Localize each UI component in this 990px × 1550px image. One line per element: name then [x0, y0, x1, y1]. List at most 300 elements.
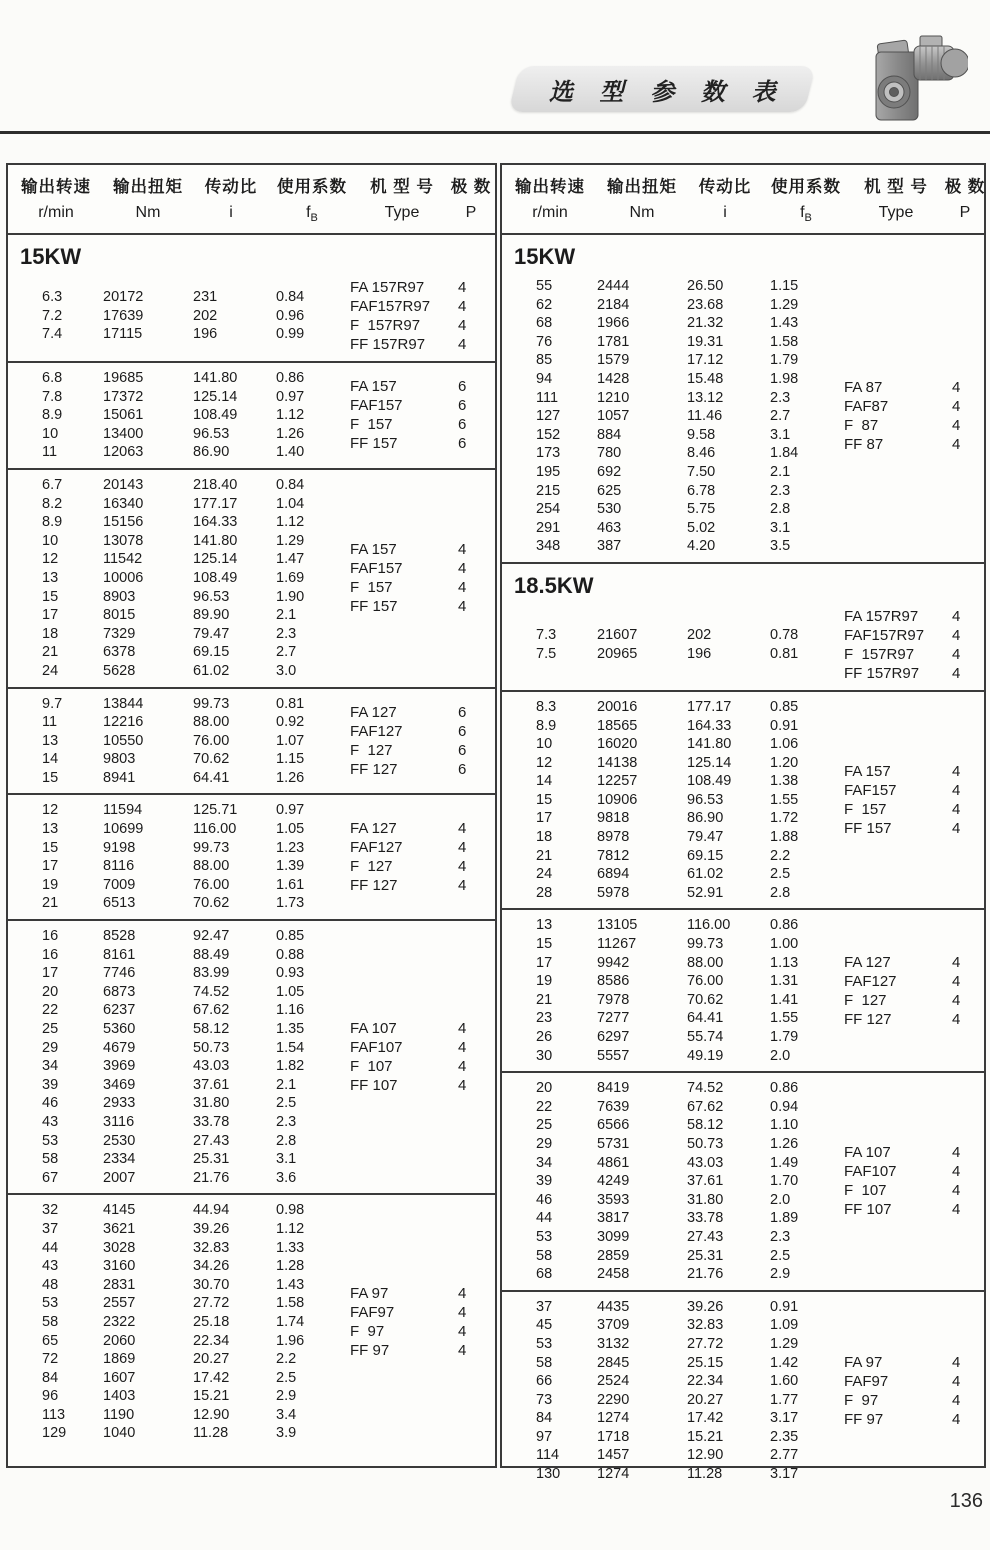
- cell-fb: 2.7: [276, 644, 297, 661]
- header-col: [354, 174, 450, 233]
- table-row: [536, 519, 984, 538]
- type-row: [844, 1181, 972, 1200]
- cell-torque: 1607: [103, 1369, 136, 1386]
- cell-torque: 2524: [597, 1373, 630, 1390]
- table-row: [536, 1098, 984, 1117]
- param-block: [502, 1071, 984, 1290]
- cell-torque: 19685: [103, 370, 144, 386]
- cell-torque: 1274: [597, 1466, 630, 1483]
- param-block: [8, 271, 495, 361]
- cell-fb: 1.31: [770, 973, 799, 990]
- cell-torque: 12257: [597, 773, 638, 790]
- table-row: [536, 884, 984, 903]
- cell-fb: 1.40: [276, 444, 305, 461]
- cell-ratio: 32.83: [687, 1317, 724, 1334]
- cell-type: FA 107: [844, 1144, 891, 1162]
- cell-rpm: 46: [536, 1191, 553, 1208]
- type-row: [844, 972, 972, 991]
- table-row: [536, 1047, 984, 1066]
- cell-torque: 1190: [103, 1406, 135, 1423]
- cell-torque: 8015: [103, 607, 136, 624]
- cell-ratio: 61.02: [687, 866, 724, 883]
- cell-torque: 17639: [103, 307, 144, 324]
- cell-rpm: 23: [536, 1010, 553, 1027]
- cell-fb: 2.1: [770, 463, 791, 480]
- table-row: [536, 1316, 984, 1335]
- cell-type: FAF157: [844, 782, 897, 800]
- cell-poles: 4: [952, 1391, 961, 1409]
- param-block: [8, 687, 495, 794]
- cell-poles: 4: [952, 1201, 961, 1219]
- cell-ratio: 7.50: [687, 463, 716, 480]
- cell-fb: 1.84: [770, 445, 799, 462]
- cell-fb: 1.05: [276, 983, 305, 1000]
- cell-rpm: 96: [42, 1388, 59, 1405]
- cell-ratio: 52.91: [687, 884, 724, 901]
- page-number: 136: [949, 1490, 983, 1512]
- cell-ratio: 88.00: [193, 714, 230, 731]
- cell-rpm: 9.7: [42, 695, 63, 712]
- cell-torque: 2831: [103, 1276, 136, 1293]
- cell-torque: 7746: [103, 965, 136, 982]
- cell-ratio: 27.43: [193, 1132, 230, 1149]
- type-row: [350, 760, 478, 779]
- cell-fb: 1.49: [770, 1154, 799, 1171]
- table-row: [42, 801, 495, 820]
- type-row: [844, 626, 972, 645]
- cell-rpm: 8.3: [536, 698, 557, 715]
- cell-fb: 1.60: [770, 1373, 799, 1390]
- cell-fb: 1.89: [770, 1210, 799, 1227]
- cell-torque: 1403: [103, 1388, 136, 1405]
- cell-ratio: 196: [193, 326, 218, 343]
- cell-ratio: 21.76: [193, 1169, 230, 1186]
- cell-torque: 1428: [597, 370, 630, 387]
- cell-poles: 4: [952, 398, 961, 416]
- header-col: [270, 174, 354, 233]
- cell-fb: 0.91: [770, 1298, 799, 1315]
- cell-poles: 6: [458, 760, 467, 778]
- cell-rpm: 13: [42, 821, 59, 838]
- cell-rpm: 8.9: [536, 717, 557, 734]
- cell-ratio: 202: [193, 307, 218, 324]
- cell-rpm: 15: [536, 936, 553, 953]
- cell-type: FAF107: [350, 1039, 403, 1057]
- cell-fb: 0.99: [276, 326, 305, 343]
- cell-ratio: 88.00: [687, 954, 724, 971]
- cell-ratio: 27.43: [687, 1228, 724, 1245]
- cell-ratio: 92.47: [193, 928, 230, 945]
- cell-ratio: 218.40: [193, 476, 238, 493]
- cell-ratio: 116.00: [193, 821, 237, 838]
- cell-rpm: 34: [42, 1058, 59, 1075]
- cell-fb: 1.15: [276, 751, 305, 768]
- table-row: [536, 1116, 984, 1135]
- cell-fb: 2.0: [770, 1047, 791, 1064]
- cell-fb: 2.1: [276, 607, 297, 624]
- cell-poles: 4: [458, 1304, 467, 1322]
- cell-poles: 4: [458, 1323, 467, 1341]
- cell-ratio: 33.78: [687, 1210, 724, 1227]
- title-banner: [508, 66, 815, 112]
- cell-fb: 0.96: [276, 307, 305, 324]
- cell-ratio: 39.26: [687, 1298, 724, 1315]
- cell-ratio: 67.62: [687, 1098, 724, 1115]
- cell-rpm: 34: [536, 1154, 553, 1171]
- header-label-cn: 机 型 号: [370, 178, 434, 196]
- cell-torque: 3116: [103, 1113, 135, 1130]
- cell-type: F 157R97: [844, 645, 915, 663]
- cell-torque: 1718: [597, 1428, 630, 1445]
- cell-fb: 2.3: [770, 1228, 791, 1245]
- cell-poles: 4: [458, 336, 467, 353]
- cell-rpm: 12: [42, 802, 59, 819]
- cell-rpm: 39: [536, 1173, 553, 1190]
- cell-poles: 4: [458, 579, 467, 597]
- cell-poles: 4: [952, 1182, 961, 1200]
- cell-fb: 2.8: [276, 1132, 297, 1149]
- cell-ratio: 34.26: [193, 1258, 230, 1275]
- cell-ratio: 22.34: [687, 1373, 724, 1390]
- cell-poles: 4: [458, 877, 467, 895]
- cell-fb: 1.12: [276, 514, 305, 531]
- type-row: [350, 1303, 478, 1322]
- cell-ratio: 50.73: [687, 1135, 724, 1152]
- cell-rpm: 53: [42, 1295, 59, 1312]
- type-row: [844, 1010, 972, 1029]
- cell-torque: 7277: [597, 1010, 630, 1027]
- cell-ratio: 61.02: [193, 662, 230, 679]
- cell-type: FAF157: [350, 397, 403, 415]
- cell-ratio: 37.61: [193, 1076, 230, 1093]
- cell-torque: 8586: [597, 973, 630, 990]
- header-unit: Type: [878, 204, 914, 221]
- cell-torque: 2444: [597, 278, 630, 294]
- cell-rpm: 48: [42, 1276, 59, 1293]
- cell-fb: 1.41: [770, 991, 799, 1008]
- cell-fb: 1.61: [276, 876, 305, 893]
- cell-ratio: 116.00: [687, 917, 731, 934]
- cell-ratio: 11.46: [687, 408, 723, 425]
- cell-type: FA 107: [350, 1020, 397, 1038]
- cell-rpm: 17: [42, 965, 59, 982]
- cell-ratio: 25.18: [193, 1313, 230, 1330]
- cell-rpm: 16: [42, 946, 59, 963]
- type-row: [844, 819, 972, 838]
- cell-rpm: 85: [536, 352, 553, 369]
- cell-fb: 1.29: [770, 1335, 799, 1352]
- cell-torque: 15061: [103, 407, 144, 424]
- cell-fb: 0.92: [276, 714, 305, 731]
- cell-ratio: 76.00: [193, 876, 230, 893]
- cell-torque: 4679: [103, 1039, 136, 1056]
- cell-ratio: 5.02: [687, 519, 716, 536]
- cell-torque: 6237: [103, 1002, 136, 1019]
- cell-type: FF 127: [350, 760, 398, 778]
- type-row: [844, 991, 972, 1010]
- cell-fb: 2.5: [276, 1095, 297, 1112]
- table-row: [536, 537, 984, 556]
- cell-fb: 1.72: [770, 810, 799, 827]
- type-group: [844, 953, 972, 1029]
- cell-type: F 157: [350, 416, 393, 434]
- table-row: [42, 946, 495, 965]
- cell-rpm: 8.9: [42, 407, 63, 424]
- cell-fb: 0.91: [770, 717, 799, 734]
- cell-type: FF 97: [350, 1342, 390, 1360]
- header-unit: P: [465, 204, 477, 221]
- type-row: [844, 1410, 972, 1429]
- table-row: [42, 643, 495, 662]
- parameter-tables: [0, 163, 990, 1483]
- cell-poles: 4: [458, 1342, 467, 1360]
- power-label: 18.5KW: [514, 572, 594, 598]
- cell-rpm: 20: [536, 1080, 553, 1097]
- cell-ratio: 13.12: [687, 389, 724, 406]
- cell-fb: 1.20: [770, 754, 799, 771]
- cell-fb: 1.98: [770, 370, 799, 387]
- cell-ratio: 19.31: [687, 333, 724, 350]
- type-row: [350, 278, 478, 297]
- cell-poles: 4: [952, 417, 961, 435]
- cell-fb: 1.07: [276, 732, 305, 749]
- cell-ratio: 21.76: [687, 1266, 724, 1283]
- cell-rpm: 111: [536, 389, 559, 406]
- cell-torque: 10006: [103, 569, 144, 586]
- table-row: [42, 1094, 495, 1113]
- cell-ratio: 6.78: [687, 482, 716, 499]
- header-col: [598, 174, 686, 233]
- cell-fb: 0.86: [770, 917, 799, 934]
- header-label-cn: 极 数: [450, 178, 492, 196]
- cell-fb: 1.33: [276, 1239, 305, 1256]
- cell-rpm: 6.7: [42, 476, 63, 493]
- cell-poles: 4: [458, 541, 467, 559]
- cell-torque: 3969: [103, 1058, 136, 1075]
- param-block: [502, 1290, 984, 1490]
- cell-fb: 1.90: [276, 588, 305, 605]
- cell-fb: 1.06: [770, 736, 799, 753]
- cell-type: FAF127: [844, 972, 897, 990]
- cell-ratio: 27.72: [193, 1295, 230, 1312]
- cell-rpm: 72: [42, 1351, 59, 1368]
- cell-torque: 780: [597, 445, 622, 462]
- cell-ratio: 125.14: [193, 388, 238, 405]
- cell-type: FAF127: [350, 839, 403, 857]
- cell-ratio: 108.49: [193, 407, 238, 424]
- cell-ratio: 99.73: [193, 839, 230, 856]
- cell-fb: 2.3: [276, 1113, 297, 1130]
- table-row: [42, 1387, 495, 1406]
- cell-ratio: 4.20: [687, 538, 716, 555]
- cell-rpm: 8.9: [42, 514, 63, 531]
- table-row: [536, 1465, 984, 1484]
- power-section: [502, 562, 984, 1490]
- table-row: [42, 1257, 495, 1276]
- cell-fb: 1.35: [276, 1021, 305, 1037]
- cell-torque: 2845: [597, 1354, 630, 1371]
- cell-type: FA 87: [844, 379, 883, 397]
- cell-torque: 692: [597, 463, 622, 480]
- cell-rpm: 291: [536, 519, 561, 536]
- cell-rpm: 7.5: [536, 645, 557, 662]
- cell-torque: 1210: [597, 389, 630, 406]
- cell-fb: 2.8: [770, 884, 791, 901]
- cell-rpm: 73: [536, 1391, 553, 1408]
- cell-ratio: 17.12: [687, 352, 724, 369]
- type-row: [844, 416, 972, 435]
- cell-rpm: 21: [536, 847, 553, 864]
- cell-rpm: 13: [536, 917, 553, 934]
- cell-fb: 1.04: [276, 495, 305, 512]
- cell-rpm: 20: [42, 983, 59, 1000]
- table-row: [536, 500, 984, 519]
- header-unit: i: [229, 204, 233, 221]
- table-row: [42, 1369, 495, 1388]
- cell-torque: 10699: [103, 821, 144, 838]
- type-row: [350, 335, 478, 354]
- type-group: [844, 1143, 972, 1219]
- table-row: [536, 351, 984, 370]
- cell-rpm: 37: [536, 1298, 553, 1315]
- cell-ratio: 76.00: [687, 973, 724, 990]
- table-row: [42, 513, 495, 532]
- cell-rpm: 25: [536, 1117, 553, 1134]
- cell-ratio: 20.27: [193, 1351, 230, 1368]
- cell-fb: 1.82: [276, 1058, 305, 1075]
- cell-rpm: 62: [536, 296, 553, 313]
- type-row: [350, 741, 478, 760]
- cell-type: FF 157R97: [350, 336, 426, 353]
- table-row: [42, 1132, 495, 1151]
- type-row: [844, 762, 972, 781]
- cell-poles: 6: [458, 416, 467, 434]
- type-group: [844, 762, 972, 838]
- table-row: [42, 1169, 495, 1188]
- cell-torque: 3593: [597, 1191, 630, 1208]
- cell-fb: 1.54: [276, 1039, 305, 1056]
- type-row: [350, 1322, 478, 1341]
- cell-torque: 2322: [103, 1313, 136, 1330]
- cell-rpm: 25: [42, 1021, 59, 1037]
- cell-torque: 11594: [103, 802, 143, 819]
- cell-poles: 4: [952, 1144, 961, 1162]
- type-row: [350, 1076, 478, 1095]
- cell-torque: 2334: [103, 1151, 136, 1168]
- type-row: [350, 434, 478, 453]
- cell-type: F 127: [844, 991, 887, 1009]
- cell-poles: 4: [952, 820, 961, 838]
- cell-fb: 3.0: [276, 662, 297, 679]
- cell-fb: 1.12: [276, 407, 305, 424]
- cell-ratio: 83.99: [193, 965, 230, 982]
- cell-torque: 13400: [103, 425, 144, 442]
- cell-poles: 4: [952, 1372, 961, 1390]
- cell-fb: 2.5: [770, 866, 791, 883]
- type-group: [844, 378, 972, 454]
- cell-rpm: 10: [42, 425, 59, 442]
- cell-rpm: 17: [536, 810, 553, 827]
- cell-ratio: 202: [687, 627, 712, 644]
- cell-poles: 6: [458, 378, 467, 396]
- cell-fb: 2.2: [770, 847, 791, 864]
- table-row: [42, 1150, 495, 1169]
- type-row: [844, 1391, 972, 1410]
- cell-ratio: 11.28: [687, 1466, 723, 1483]
- cell-fb: 1.28: [276, 1258, 305, 1275]
- table-row: [536, 735, 984, 754]
- cell-torque: 5360: [103, 1021, 136, 1037]
- header-unit-sub: B: [310, 212, 318, 225]
- type-row: [844, 378, 972, 397]
- cell-rpm: 114: [536, 1447, 560, 1464]
- cell-rpm: 97: [536, 1428, 553, 1445]
- table-row: [536, 1228, 984, 1247]
- type-row: [350, 1038, 478, 1057]
- header-col: [450, 174, 492, 233]
- cell-ratio: 12.90: [193, 1406, 230, 1423]
- cell-type: FF 157: [844, 820, 892, 838]
- cell-fb: 1.58: [276, 1295, 305, 1312]
- cell-rpm: 6.3: [42, 289, 63, 306]
- type-group: [844, 1353, 972, 1429]
- cell-ratio: 88.00: [193, 858, 230, 875]
- cell-ratio: 108.49: [687, 773, 732, 790]
- cell-type: FF 127: [844, 1010, 892, 1028]
- type-row: [844, 664, 972, 683]
- cell-ratio: 108.49: [193, 569, 238, 586]
- table-row: [536, 482, 984, 501]
- type-group: [844, 607, 972, 683]
- cell-rpm: 17: [536, 954, 553, 971]
- param-block: [502, 690, 984, 909]
- table-row: [42, 1001, 495, 1020]
- cell-torque: 6894: [597, 866, 630, 883]
- header-unit: i: [723, 204, 727, 221]
- cell-type: FAF87: [844, 398, 889, 416]
- cell-rpm: 7.2: [42, 307, 63, 324]
- cell-rpm: 24: [536, 866, 553, 883]
- cell-rpm: 22: [42, 1002, 59, 1019]
- cell-torque: 20143: [103, 476, 144, 493]
- cell-torque: 8978: [597, 829, 630, 846]
- cell-torque: 7329: [103, 625, 136, 642]
- header-unit: r/min: [38, 204, 74, 221]
- cell-torque: 21607: [597, 627, 638, 644]
- cell-fb: 1.79: [770, 1029, 799, 1045]
- cell-torque: 1040: [103, 1425, 136, 1442]
- cell-torque: 9942: [597, 954, 630, 971]
- cell-torque: 6873: [103, 983, 136, 1000]
- cell-fb: 2.1: [276, 1076, 297, 1093]
- table-row: [536, 698, 984, 717]
- cell-rpm: 15: [42, 769, 59, 786]
- table-header: [8, 165, 495, 235]
- type-row: [350, 578, 478, 597]
- type-row: [844, 800, 972, 819]
- type-row: [350, 540, 478, 559]
- cell-type: FF 157R97: [844, 664, 920, 682]
- header-label-cn: 传动比: [698, 178, 752, 196]
- cell-rpm: 32: [42, 1202, 59, 1219]
- cell-torque: 7812: [597, 847, 630, 864]
- type-row: [844, 397, 972, 416]
- cell-poles: 4: [458, 1039, 467, 1057]
- cell-poles: 4: [458, 820, 467, 838]
- cell-rpm: 68: [536, 315, 553, 332]
- cell-rpm: 84: [536, 1410, 553, 1427]
- cell-torque: 3709: [597, 1317, 630, 1334]
